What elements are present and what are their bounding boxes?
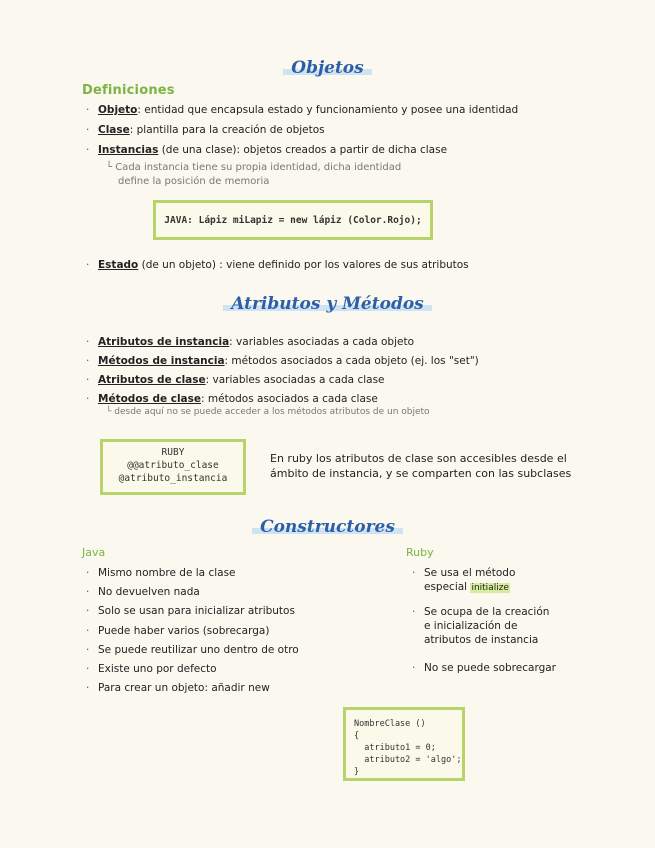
atr-instancia: · Atributos de instancia: variables asociadas a cada objeto xyxy=(86,336,414,348)
code-line: } xyxy=(354,767,360,777)
instancia-note-2: define la posición de memoria xyxy=(118,176,270,187)
ruby-item-sobrecarga: · No se puede sobrecargar xyxy=(412,662,556,674)
atributos-heading: Atributos y Métodos xyxy=(0,294,655,314)
code-line: NombreClase () xyxy=(354,719,426,729)
atr-clase: · Atributos de clase: variables asociadas a cada clase xyxy=(86,374,385,386)
java-code-box xyxy=(153,200,433,240)
ruby-code-box xyxy=(100,439,246,495)
constructores-heading: Constructores xyxy=(0,517,655,537)
ruby-note-line1: En ruby los atributos de clase son accesibles desde el xyxy=(270,452,567,465)
java-code: JAVA: Lápiz miLapiz = new lápiz (Color.Rojo); xyxy=(164,214,422,226)
java-item: · Solo se usan para inicializar atributos xyxy=(86,605,295,617)
initialize-tag: initialize xyxy=(471,583,509,593)
java-label: Java xyxy=(82,546,106,559)
ruby-box-title: RUBY xyxy=(161,447,185,458)
ruby-note-line2: ámbito de instancia, y se comparten con las subclases xyxy=(270,467,572,480)
ruby-box-line1: @@atributo_clase xyxy=(127,460,219,471)
def-clase: · Clase: plantilla para la creación de objetos xyxy=(86,124,325,136)
java-item: · Existe uno por defecto xyxy=(86,663,217,675)
met-instancia: · Métodos de instancia: métodos asociados a cada objeto (ej. los "set") xyxy=(86,355,479,367)
java-item: · Se puede reutilizar uno dentro de otro xyxy=(86,644,299,656)
code-line: { xyxy=(354,731,360,741)
java-item: · Puede haber varios (sobrecarga) xyxy=(86,625,270,637)
java-item: · Para crear un objeto: añadir new xyxy=(86,682,270,694)
ruby-label: Ruby xyxy=(406,546,434,559)
ruby-box-line2: @atributo_instancia xyxy=(118,473,228,484)
ruby-item-initialize: · Se usa el método especial initialize xyxy=(412,567,516,593)
constructor-code-box xyxy=(343,707,465,781)
def-estado: · Estado (de un objeto) : viene definido por los valores de sus atributos xyxy=(86,259,469,271)
code-line: atributo2 = 'algo'; xyxy=(354,755,462,765)
met-clase: · Métodos de clase: métodos asociados a cada clase xyxy=(86,393,378,405)
java-item: · Mismo nombre de la clase xyxy=(86,567,236,579)
def-objeto: · Objeto: entidad que encapsula estado y funcionamiento y posee una identidad xyxy=(86,104,519,116)
definiciones-label: Definiciones xyxy=(82,83,175,98)
java-item: · No devuelven nada xyxy=(86,586,200,598)
code-line: atributo1 = 0; xyxy=(354,743,436,753)
objetos-heading: Objetos xyxy=(0,58,655,78)
ruby-item-creacion: · Se ocupa de la creación e inicialización de atributos de instancia xyxy=(412,606,550,646)
instancia-note: └ Cada instancia tiene su propia identidad, dicha identidad xyxy=(106,162,402,173)
def-instancias: · Instancias (de una clase): objetos creados a partir de dicha clase xyxy=(86,144,448,156)
ruby-note xyxy=(270,451,620,481)
met-clase-note: └ desde aquí no se puede acceder a los métodos atributos de un objeto xyxy=(106,407,430,417)
